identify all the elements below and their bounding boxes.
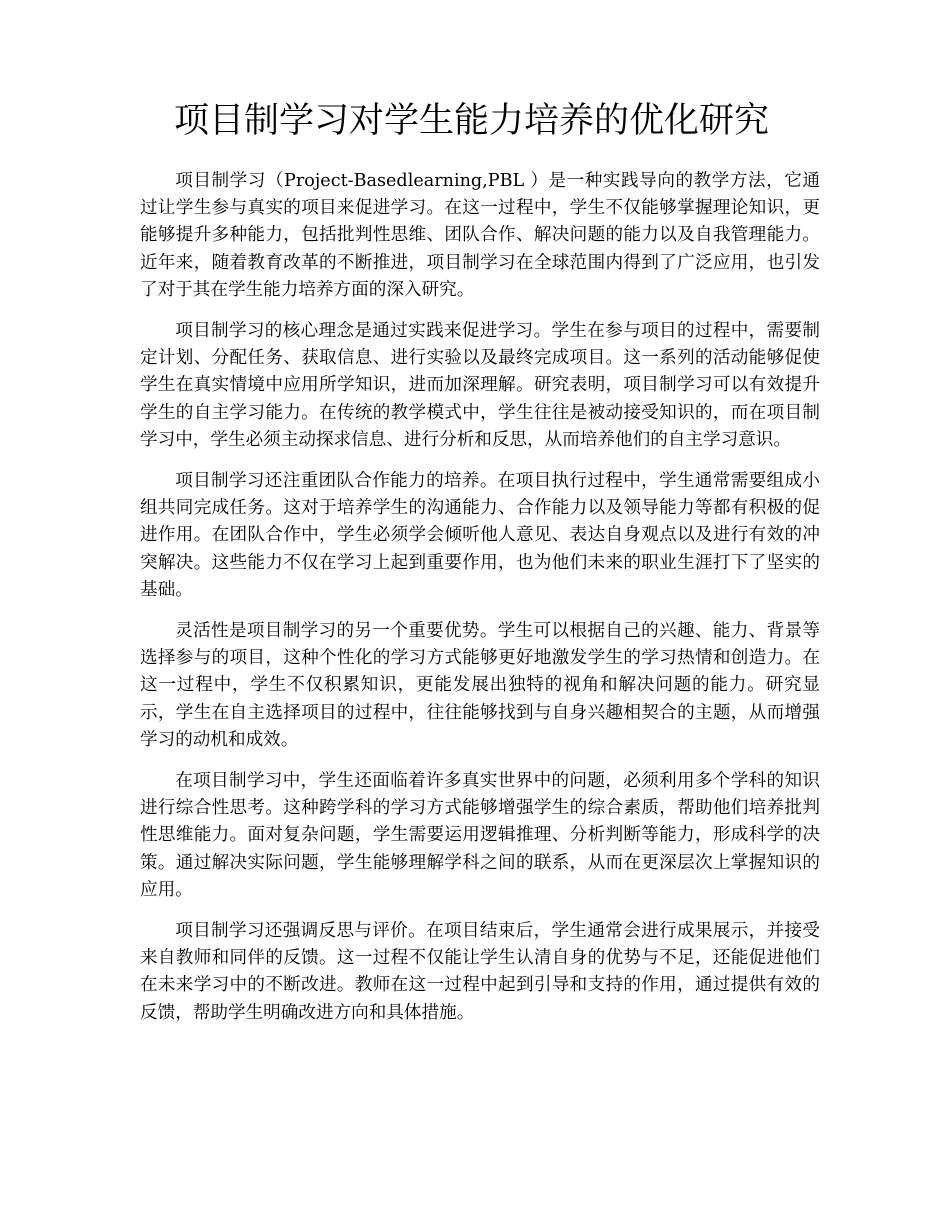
page-title: 项目制学习对学生能力培养的优化研究 [174,101,770,141]
paragraph-5: 在项目制学习中，学生还面临着许多真实世界中的问题，必须利用多个学科的知识进行综合性思考。这种跨学科的学习方式能够增强学生的综合素质，帮助他们培养批判性思维能力。面对复杂问题，学生需要运用逻辑推理、分析判断等能力，形成科学的决策。通过解决实际问题，学生能够理解学科之间的联系，从而在更深层次上掌握知识的应用。 [140,771,820,900]
paragraph-1: 项目制学习（Project-Basedlearning,PBL ）是一种实践导向的教学方法，它通过让学生参与真实的项目来促进学习。在这一过程中，学生不仅能够掌握理论知识，更能够提升多种能力，包括批判性思维、团队合作、解决问题的能力以及自我管理能力。近年来，随着教育改革的不断推进，项目制学习在全球范围内得到了广泛应用，也引发了对于其在学生能力培养方面的深入研究。 [140,171,820,300]
document-body [140,168,820,1027]
paragraph-2: 项目制学习的核心理念是通过实践来促进学习。学生在参与项目的过程中，需要制定计划、分配任务、获取信息、进行实验以及最终完成项目。这一系列的活动能够促使学生在真实情境中应用所学知识，进而加深理解。研究表明，项目制学习可以有效提升学生的自主学习能力。在传统的教学模式中，学生往往是被动接受知识的，而在项目制学习中，学生必须主动探求信息、进行分析和反思，从而培养他们的自主学习意识。 [140,321,820,450]
paragraph-6: 项目制学习还强调反思与评价。在项目结束后，学生通常会进行成果展示，并接受来自教师和同伴的反馈。这一过程不仅能让学生认清自身的优势与不足，还能促进他们在未来学习中的不断改进。教师在这一过程中起到引导和支持的作用，通过提供有效的反馈，帮助学生明确改进方向和具体措施。 [140,921,820,1023]
paragraph-4: 灵活性是项目制学习的另一个重要优势。学生可以根据自己的兴趣、能力、背景等选择参与的项目，这种个性化的学习方式能够更好地激发学生的学习热情和创造力。在这一过程中，学生不仅积累知识，更能发展出独特的视角和解决问题的能力。研究显示，学生在自主选择项目的过程中，往往能够找到与自身兴趣相契合的主题，从而增强学习的动机和成效。 [140,621,820,750]
document-page [140,0,820,1041]
paragraph-3: 项目制学习还注重团队合作能力的培养。在项目执行过程中，学生通常需要组成小组共同完成任务。这对于培养学生的沟通能力、合作能力以及领导能力等都有积极的促进作用。在团队合作中，学生必须学会倾听他人意见、表达自身观点以及进行有效的冲突解决。这些能力不仅在学习上起到重要作用，也为他们未来的职业生涯打下了坚实的基础。 [140,471,820,600]
